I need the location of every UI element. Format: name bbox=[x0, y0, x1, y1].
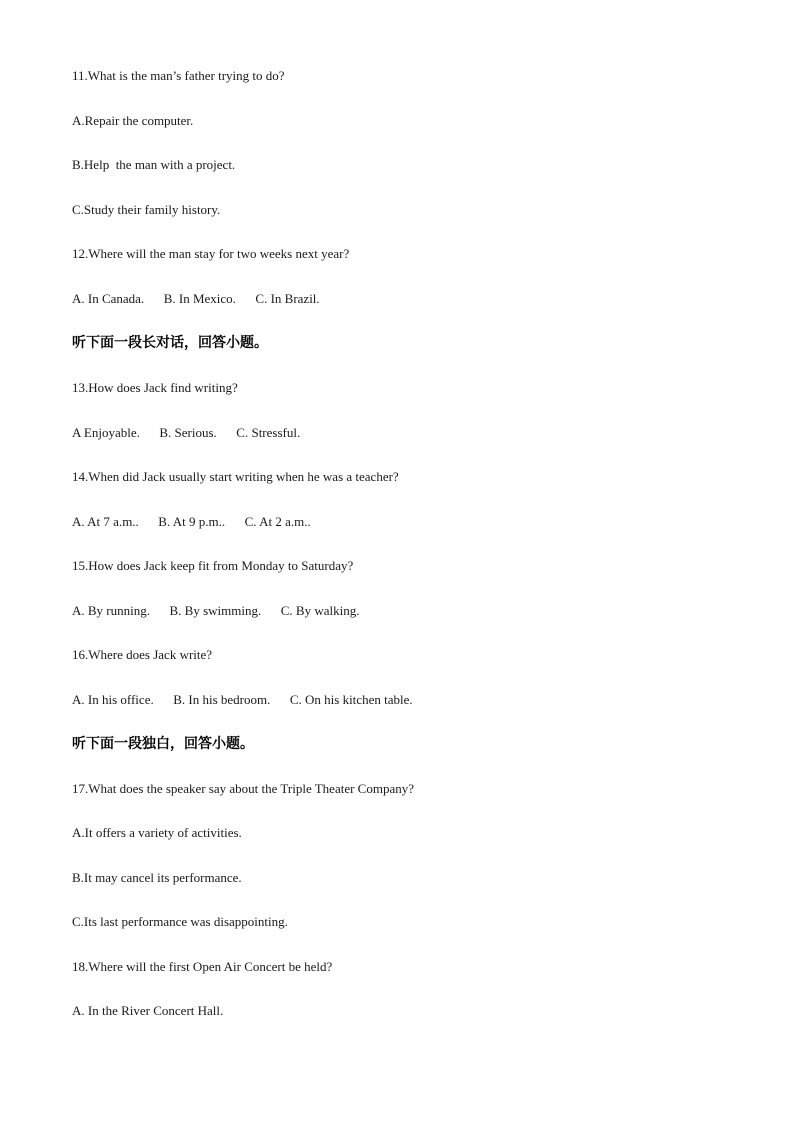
option-17-c: C.Its last performance was disappointing. bbox=[72, 914, 288, 929]
option-18-a: A. In the River Concert Hall. bbox=[72, 1003, 224, 1018]
option-17-a: A.It offers a variety of activities. bbox=[72, 825, 242, 840]
question-11: 11.What is the man’s father trying to do? bbox=[72, 68, 285, 83]
option-11-c: C.Study their family history. bbox=[72, 202, 221, 217]
option-17-b: B.It may cancel its performance. bbox=[72, 870, 242, 885]
options-14: A. At 7 a.m.. B. At 9 p.m.. C. At 2 a.m.. bbox=[72, 514, 311, 529]
question-17: 17.What does the speaker say about the Triple Theater Company? bbox=[72, 781, 415, 796]
question-18: 18.Where will the first Open Air Concert be held? bbox=[72, 959, 333, 974]
question-16: 16.Where does Jack write? bbox=[72, 647, 213, 662]
question-14: 14.When did Jack usually start writing when he was a teacher? bbox=[72, 469, 399, 484]
options-12: A. In Canada. B. In Mexico. C. In Brazil. bbox=[72, 291, 320, 306]
question-13: 13.How does Jack find writing? bbox=[72, 380, 238, 395]
option-11-b: B.Help the man with a project. bbox=[72, 157, 236, 172]
section-heading-long-dialogue: 听下面一段长对话，回答小题。 bbox=[72, 335, 268, 351]
question-15: 15.How does Jack keep fit from Monday to Saturday? bbox=[72, 558, 354, 573]
options-15: A. By running. B. By swimming. C. By walking. bbox=[72, 603, 360, 618]
option-11-a: A.Repair the computer. bbox=[72, 113, 194, 128]
options-13: A Enjoyable. B. Serious. C. Stressful. bbox=[72, 425, 301, 440]
section-heading-monologue: 听下面一段独白，回答小题。 bbox=[72, 736, 254, 752]
options-16: A. In his office. B. In his bedroom. C. On his kitchen table. bbox=[72, 692, 413, 707]
question-12: 12.Where will the man stay for two weeks next year? bbox=[72, 246, 350, 261]
